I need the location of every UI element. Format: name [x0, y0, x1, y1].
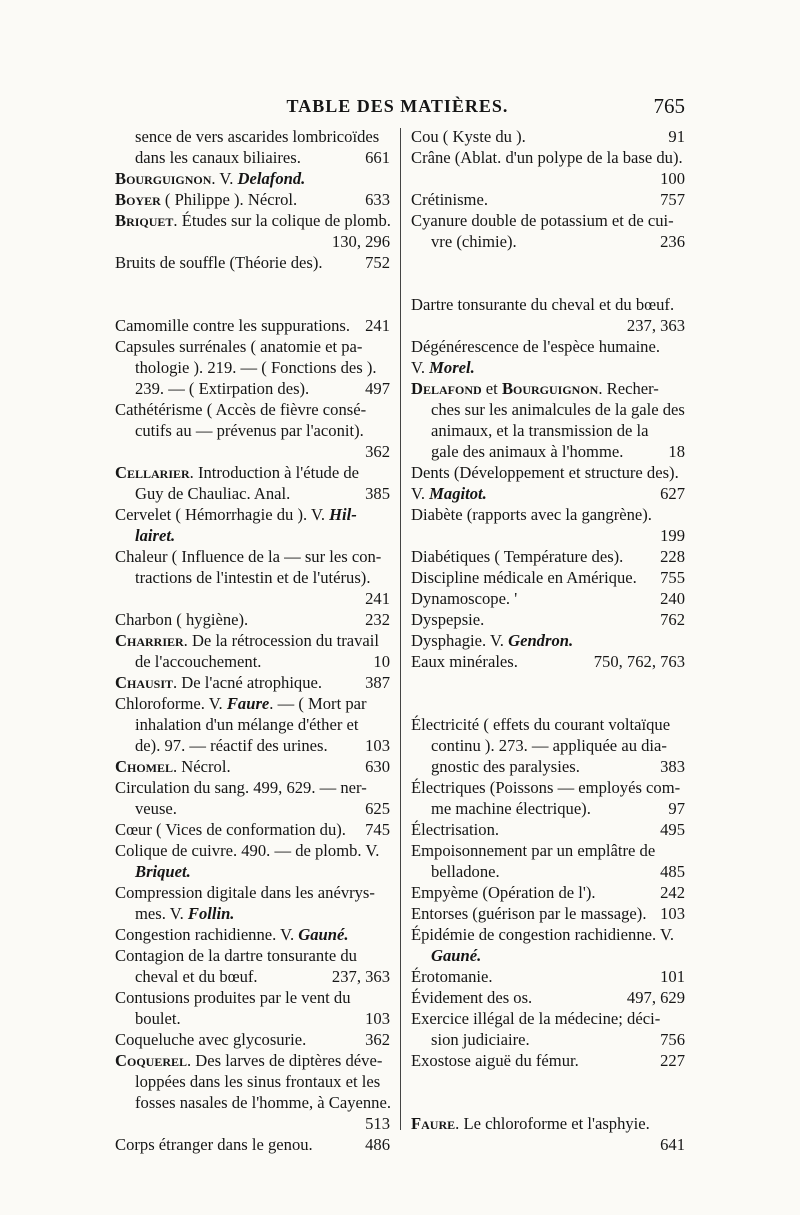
entry-text: Empyème (Opération de l').: [411, 883, 596, 902]
entry-text: . V.: [211, 169, 238, 188]
index-entry-line: [411, 378, 685, 399]
index-entry-line: [135, 357, 390, 378]
entry-text: ( Philippe ). Nécrol.: [160, 190, 298, 209]
entry-text: Électricité ( effets du courant voltaïque: [411, 715, 671, 734]
index-entry-line: [411, 924, 685, 945]
page-reference: 497: [365, 379, 390, 398]
entry-text: Compression digitale dans les anévrys-: [115, 883, 375, 902]
index-entry-line: [411, 714, 685, 735]
index-entry-line: [411, 651, 685, 672]
entry-text: Dynamoscope. ': [411, 589, 518, 608]
entry-text: Empoisonnement par un emplâtre de: [411, 841, 656, 860]
entry-text: . Études sur la colique de plomb.: [173, 211, 391, 230]
page-reference: 103: [660, 904, 685, 923]
page-reference: 495: [660, 820, 685, 839]
entry-text: vre (chimie).: [431, 232, 517, 251]
index-entry-line: [115, 441, 390, 462]
page-reference: 385: [365, 484, 390, 503]
index-entry-line: [411, 966, 685, 987]
page-reference: 485: [660, 862, 685, 881]
index-entry-line: [135, 567, 390, 588]
page-reference: 97: [668, 799, 685, 818]
index-entry-line: [431, 861, 685, 882]
index-entry-line: [115, 1029, 390, 1050]
cross-reference: Hil-: [329, 505, 357, 524]
entry-text: veuse.: [135, 799, 177, 818]
page-reference: 762: [660, 610, 685, 629]
page-reference: 103: [365, 1009, 390, 1028]
entry-text: Diabète (rapports avec la gangrène).: [411, 505, 652, 524]
entry-text: . Le chloroforme et l'asphyie.: [455, 1114, 650, 1133]
author-name: Coquerel: [115, 1051, 187, 1070]
entry-text: Chloroforme. V.: [115, 694, 227, 713]
index-entry-line: [115, 630, 390, 651]
entry-text: . De l'acné atrophique.: [173, 673, 323, 692]
index-entry-line: [135, 1008, 390, 1029]
author-name: Cellarier: [115, 463, 190, 482]
index-entry-line: [411, 567, 685, 588]
index-entry-line: [135, 651, 390, 672]
index-entry-line: [115, 672, 390, 693]
author-name: Boyer: [115, 190, 161, 209]
entry-text: . Introduction à l'étude de: [189, 463, 360, 482]
page-reference: 745: [365, 820, 390, 839]
index-entry-line: [115, 924, 390, 945]
index-entry-line: [411, 1071, 685, 1092]
cross-reference: Gauné.: [298, 925, 349, 944]
column-divider: [400, 128, 401, 1130]
author-name: Briquet: [115, 211, 174, 230]
index-entry-line: [135, 483, 390, 504]
entry-text: Guy de Chauliac. Anal.: [135, 484, 291, 503]
entry-text: cheval et du bœuf.: [135, 967, 258, 986]
page-reference: 513: [365, 1114, 390, 1133]
entry-text: fosses nasales de l'homme, à Cayenne.: [135, 1093, 391, 1112]
entry-text: loppées dans les sinus frontaux et les: [135, 1072, 381, 1091]
entry-text: Discipline médicale en Amérique.: [411, 568, 637, 587]
page-reference: 633: [365, 190, 390, 209]
index-entry-line: [411, 1092, 685, 1113]
index-entry-line: [411, 882, 685, 903]
index-entry-line: [115, 336, 390, 357]
index-entry-line: [115, 273, 390, 294]
index-entry-line: [411, 483, 685, 504]
page-reference: 755: [660, 568, 685, 587]
entry-text: Circulation du sang. 499, 629. — ner-: [115, 778, 367, 797]
entry-text: sion judiciaire.: [431, 1030, 530, 1049]
index-entry-line: [411, 462, 685, 483]
entry-text: Capsules surrénales ( anatomie et pa-: [115, 337, 363, 356]
page-reference: 100: [660, 169, 685, 188]
index-entry-line: [135, 714, 390, 735]
entry-text: . Nécrol.: [173, 757, 231, 776]
index-entry-line: [135, 420, 390, 441]
index-entry-line: [115, 756, 390, 777]
entry-text: Entorses (guérison par le massage).: [411, 904, 647, 923]
index-entry-line: [431, 231, 685, 252]
entry-text: Diabétiques ( Température des).: [411, 547, 624, 566]
index-entry-line: [135, 966, 390, 987]
entry-text: Charbon ( hygiène).: [115, 610, 249, 629]
entry-text: mes. V.: [135, 904, 188, 923]
page-reference: 240: [660, 589, 685, 608]
entry-text: Cyanure double de potassium et de cui-: [411, 211, 674, 230]
entry-text: Congestion rachidienne. V.: [115, 925, 299, 944]
entry-text: Dartre tonsurante du cheval et du bœuf.: [411, 295, 675, 314]
index-entry-line: [135, 903, 390, 924]
page-reference: 241: [365, 316, 390, 335]
entry-text: . Des larves de diptères déve-: [187, 1051, 383, 1070]
index-entry-line: [411, 147, 685, 168]
entry-text: de l'accouchement.: [135, 652, 262, 671]
entry-text: Exostose aiguë du fémur.: [411, 1051, 579, 1070]
entry-text: Dégénérescence de l'espèce humaine.: [411, 337, 660, 356]
page-title: TABLE DES MATIÈRES.: [286, 96, 509, 116]
page-reference: 228: [660, 547, 685, 566]
author-name: Bourguignon: [501, 379, 599, 398]
entry-text: tractions de l'intestin et de l'utérus).: [135, 568, 371, 587]
index-entry-line: [411, 273, 685, 294]
index-entry-line: [115, 1050, 390, 1071]
index-entry-line: [431, 399, 685, 420]
index-entry-line: [115, 987, 390, 1008]
index-entry-line: [411, 693, 685, 714]
index-entry-line: [431, 798, 685, 819]
page-reference: 101: [660, 967, 685, 986]
index-entry-line: [115, 231, 390, 252]
entry-text: boulet.: [135, 1009, 181, 1028]
page-reference: 18: [668, 442, 685, 461]
index-entry-line: [115, 252, 390, 273]
index-entry-line: [135, 525, 390, 546]
entry-text: Épidémie de congestion rachidienne. V.: [411, 925, 674, 944]
index-entry-line: [411, 126, 685, 147]
index-entry-line: [411, 168, 685, 189]
author-name: Delafond: [411, 379, 482, 398]
index-entry-line: [411, 210, 685, 231]
entry-text: . De la rétrocession du travail: [183, 631, 380, 650]
page-reference: 91: [668, 127, 685, 146]
entry-text: animaux, et la transmission de la: [431, 421, 649, 440]
cross-reference: Faure: [226, 694, 270, 713]
index-entry-line: [411, 357, 685, 378]
page-reference: 237, 363: [331, 967, 390, 986]
entry-text: 239. — ( Extirpation des).: [135, 379, 310, 398]
index-entry-line: [411, 1008, 685, 1029]
page-reference: 757: [660, 190, 685, 209]
index-entry-line: [411, 588, 685, 609]
entry-text: V.: [411, 358, 430, 377]
index-entry-line: [411, 840, 685, 861]
index-entry-line: [135, 1092, 390, 1113]
entry-text: Évidement des os.: [411, 988, 533, 1007]
author-name: Chausit: [115, 673, 173, 692]
cross-reference: Morel.: [429, 358, 475, 377]
cross-reference: lairet.: [135, 526, 176, 545]
index-entry-line: [411, 1134, 685, 1155]
entry-text: gnostic des paralysies.: [431, 757, 580, 776]
entry-text: . — ( Mort par: [269, 694, 367, 713]
entry-text: Bruits de souffle (Théorie des).: [115, 253, 323, 272]
entry-text: Colique de cuivre. 490. — de plomb. V.: [115, 841, 380, 860]
index-entry-line: [115, 819, 390, 840]
index-entry-line: [115, 882, 390, 903]
index-entry-line: [115, 546, 390, 567]
index-entry-line: [115, 399, 390, 420]
entry-text: Corps étranger dans le genou.: [115, 1135, 313, 1154]
entry-text: Contagion de la dartre tonsurante du: [115, 946, 357, 965]
entry-text: V.: [411, 484, 430, 503]
page-reference: 10: [373, 652, 390, 671]
entry-text: Électriques (Poissons — employés com-: [411, 778, 681, 797]
index-entry-line: [411, 819, 685, 840]
cross-reference: Gendron.: [508, 631, 574, 650]
entry-text: Contusions produites par le vent du: [115, 988, 351, 1007]
page-reference: 497, 629: [626, 988, 685, 1007]
index-entry-line: [411, 987, 685, 1008]
entry-text: dans les canaux biliaires.: [135, 148, 301, 167]
page-reference: 236: [660, 232, 685, 251]
index-entry-line: [115, 588, 390, 609]
index-entry-line: [411, 903, 685, 924]
index-entry-line: [135, 735, 390, 756]
index-entry-line: [115, 189, 390, 210]
entry-text: Électrisation.: [411, 820, 500, 839]
index-entry-line: [411, 672, 685, 693]
entry-text: Camomille contre les suppurations.: [115, 316, 351, 335]
entry-text: Crâne (Ablat. d'un polype de la base du).: [411, 148, 683, 167]
index-entry-line: [411, 546, 685, 567]
index-entry-line: [115, 168, 390, 189]
page-reference: 232: [365, 610, 390, 629]
entry-text: Coqueluche avec glycosurie.: [115, 1030, 307, 1049]
index-entry-line: [115, 840, 390, 861]
entry-text: inhalation d'un mélange d'éther et: [135, 715, 359, 734]
index-entry-line: [115, 315, 390, 336]
page-reference: 242: [660, 883, 685, 902]
cross-reference: Magitot.: [429, 484, 487, 503]
cross-reference: Delafond.: [237, 169, 306, 188]
entry-text: me machine électrique).: [431, 799, 591, 818]
cross-reference: Briquet.: [135, 862, 191, 881]
index-entry-line: [411, 525, 685, 546]
entry-text: Cou ( Kyste du ).: [411, 127, 526, 146]
index-entry-line: [115, 462, 390, 483]
page-reference: 750, 762, 763: [593, 652, 685, 671]
index-entry-line: [411, 1050, 685, 1071]
index-entry-line: [135, 861, 390, 882]
page-reference: 383: [660, 757, 685, 776]
page-header: [110, 96, 685, 126]
entry-text: Cœur ( Vices de conformation du).: [115, 820, 346, 839]
entry-text: de). 97. — réactif des urines.: [135, 736, 328, 755]
entry-text: Dents (Développement et structure des).: [411, 463, 679, 482]
index-entry-line: [431, 735, 685, 756]
entry-text: belladone.: [431, 862, 500, 881]
index-entry-line: [411, 777, 685, 798]
index-entry-line: [115, 294, 390, 315]
page-reference: 199: [660, 526, 685, 545]
entry-text: Dyspepsie.: [411, 610, 485, 629]
index-entry-line: [115, 777, 390, 798]
author-name: Charrier: [115, 631, 184, 650]
cross-reference: Follin.: [187, 904, 235, 923]
entry-text: . Recher-: [598, 379, 659, 398]
page-reference: 227: [660, 1051, 685, 1070]
index-entry-line: [411, 336, 685, 357]
entry-text: Cervelet ( Hémorrhagie du ). V.: [115, 505, 330, 524]
entry-text: gale des animaux à l'homme.: [431, 442, 624, 461]
author-name: Faure: [411, 1114, 456, 1133]
index-entry-line: [431, 756, 685, 777]
index-entry-line: [135, 378, 390, 399]
entry-text: et: [481, 379, 502, 398]
page-reference: 627: [660, 484, 685, 503]
author-name: Bourguignon: [115, 169, 212, 188]
entry-text: ches sur les animalcules de la gale des: [431, 400, 685, 419]
page-reference: 237, 363: [626, 316, 685, 335]
index-entry-line: [431, 420, 685, 441]
page-reference: 625: [365, 799, 390, 818]
index-entry-line: [431, 945, 685, 966]
entry-text: Érotomanie.: [411, 967, 493, 986]
page-reference: 752: [365, 253, 390, 272]
index-entry-line: [411, 504, 685, 525]
page-reference: 130, 296: [331, 232, 390, 251]
index-entry-line: [135, 147, 390, 168]
index-entry-line: [411, 294, 685, 315]
entry-text: Cathétérisme ( Accès de fièvre consé-: [115, 400, 367, 419]
entry-text: Chaleur ( Influence de la — sur les con-: [115, 547, 382, 566]
index-entry-line: [411, 1113, 685, 1134]
index-entry-line: [431, 441, 685, 462]
index-entry-line: [411, 315, 685, 336]
page-reference: 486: [365, 1135, 390, 1154]
author-name: Chomel: [115, 757, 173, 776]
entry-text: thologie ). 219. — ( Fonctions des ).: [135, 358, 377, 377]
index-entry-line: [115, 504, 390, 525]
entry-text: cutifs au — prévenus par l'aconit).: [135, 421, 364, 440]
index-entry-line: [411, 189, 685, 210]
entry-text: Crétinisme.: [411, 190, 488, 209]
entry-text: sence de vers ascarides lombricoïdes: [135, 127, 380, 146]
index-entry-line: [431, 1029, 685, 1050]
page-reference: 362: [365, 442, 390, 461]
index-entry-line: [115, 945, 390, 966]
entry-text: Exercice illégal de la médecine; déci-: [411, 1009, 661, 1028]
page-reference: 641: [660, 1135, 685, 1154]
index-entry-line: [115, 693, 390, 714]
page-reference: 103: [365, 736, 390, 755]
index-entry-line: [411, 609, 685, 630]
page-reference: 630: [365, 757, 390, 776]
page-reference: 241: [365, 589, 390, 608]
index-entry-line: [411, 252, 685, 273]
entry-text: continu ). 273. — appliquée au dia-: [431, 736, 667, 755]
index-entry-line: [135, 126, 390, 147]
index-entry-line: [135, 798, 390, 819]
index-entry-line: [135, 1071, 390, 1092]
cross-reference: Gauné.: [431, 946, 482, 965]
page-reference: 756: [660, 1030, 685, 1049]
index-entry-line: [115, 1113, 390, 1134]
index-entry-line: [115, 210, 390, 231]
index-entry-line: [411, 630, 685, 651]
page-reference: 387: [365, 673, 390, 692]
page-reference: 362: [365, 1030, 390, 1049]
index-entry-line: [115, 1134, 390, 1155]
entry-text: Dysphagie. V.: [411, 631, 509, 650]
entry-text: Eaux minérales.: [411, 652, 518, 671]
page-number: 765: [653, 94, 685, 118]
page-reference: 661: [365, 148, 390, 167]
index-entry-line: [115, 609, 390, 630]
